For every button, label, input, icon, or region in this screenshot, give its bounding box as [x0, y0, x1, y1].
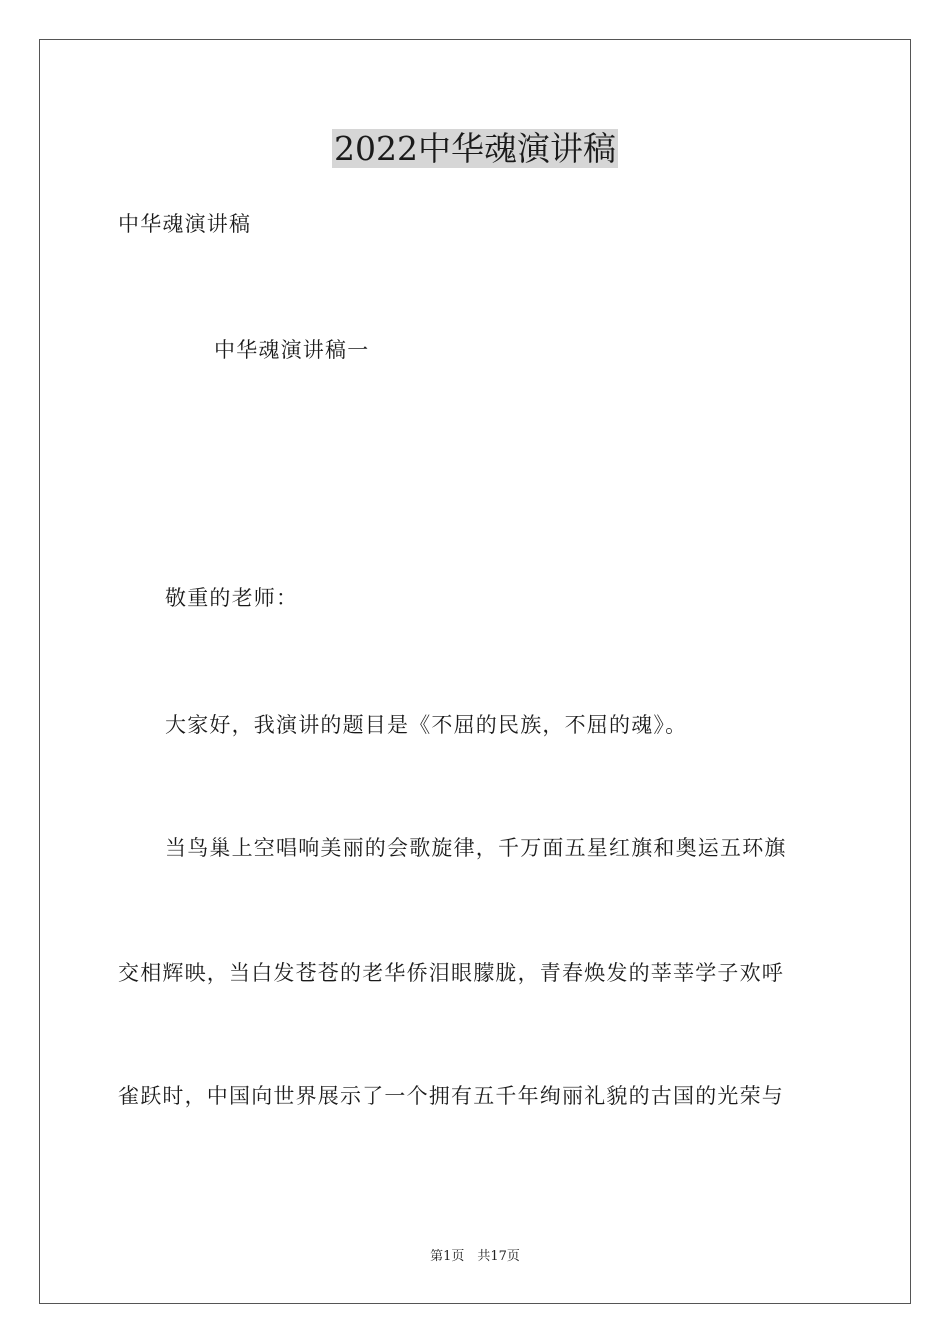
paragraph-line: 雀跃时，中国向世界展示了一个拥有五千年绚丽礼貌的古国的光荣与 [118, 1084, 784, 1108]
paragraph-line: 当鸟巢上空唱响美丽的会歌旋律，千万面五星红旗和奥运五环旗 [165, 836, 787, 860]
paragraph-line: 大家好，我演讲的题目是《不屈的民族，不屈的魂》。 [165, 713, 688, 737]
document-title [0, 128, 950, 170]
document-title-text: 2022中华魂演讲稿 [334, 129, 616, 168]
document-subtitle: 中华魂演讲稿 [118, 212, 252, 236]
paragraph-line: 交相辉映，当白发苍苍的老华侨泪眼朦胧，青春焕发的莘莘学子欢呼 [118, 961, 784, 985]
section-heading: 中华魂演讲稿一 [214, 338, 370, 362]
page-footer: 第1页 共17页 [430, 1249, 520, 1264]
greeting-line: 敬重的老师： [165, 586, 299, 610]
